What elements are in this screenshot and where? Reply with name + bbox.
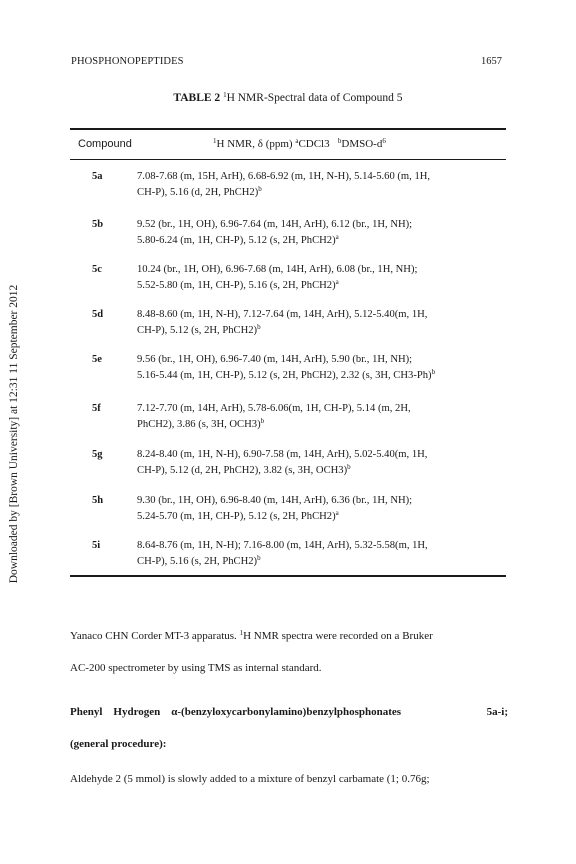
solvent-mark: b	[258, 185, 262, 193]
nmr-line-1: 10.24 (br., 1H, OH), 6.96-7.68 (m, 14H, ArH), 6.08 (br., 1H, NH);	[137, 264, 418, 275]
section-heading-compounds: 5a-i;	[486, 706, 508, 718]
nmr-line-1: 9.30 (br., 1H, OH), 6.96-8.40 (m, 14H, ArH), 6.36 (br., 1H, NH);	[137, 495, 413, 506]
nmr-data	[137, 538, 503, 570]
table-top-rule	[70, 128, 506, 130]
nmr-line-2: 5.52-5.80 (m, 1H, CH-P), 5.16 (s, 2H, PhCH2)	[137, 280, 336, 291]
compound-id: 5b	[92, 219, 104, 230]
paragraph-spectrometer: AC-200 spectrometer by using TMS as internal standard.	[70, 662, 322, 674]
table-caption	[0, 92, 576, 104]
compound-id: 5d	[92, 309, 104, 320]
compound-id: 5a	[92, 171, 103, 182]
table-caption-text: H NMR-Spectral data of Compound 5	[226, 92, 403, 104]
page-number: 1657	[481, 56, 502, 67]
nmr-line-2: 5.24-5.70 (m, 1H, CH-P), 5.12 (s, 2H, PhCH2)	[137, 511, 336, 522]
solvent-mark: b	[257, 554, 261, 562]
solvent-mark: b	[257, 323, 261, 331]
paragraph-apparatus	[70, 628, 508, 644]
download-watermark-text: Downloaded by [Brown University] at 12:31 11 September 2012	[8, 284, 20, 584]
column-header-nmr	[213, 138, 386, 154]
nmr-header-b: b	[337, 137, 342, 145]
nmr-header-cdcl3: CDCl3	[298, 138, 330, 150]
table-header-rule	[70, 159, 506, 160]
nmr-data	[137, 217, 503, 249]
section-subheading: (general procedure):	[70, 738, 167, 750]
compound-id: 5e	[92, 354, 102, 365]
compound-id: 5i	[92, 540, 101, 551]
running-head	[71, 56, 502, 72]
compound-id: 5c	[92, 264, 102, 275]
nmr-data	[137, 352, 503, 384]
section-heading-title: Phenyl Hydrogen α-(benzyloxycarbonylamino)benzylphosphonates	[70, 706, 402, 718]
table-caption-sup: 1	[223, 91, 227, 99]
nmr-data	[137, 493, 503, 525]
solvent-mark: a	[335, 278, 339, 286]
paragraph-apparatus-a: Yanaco CHN Corder MT-3 apparatus.	[70, 630, 237, 642]
nmr-header-dmso-sup: 6	[382, 137, 386, 145]
nmr-line-1: 7.08-7.68 (m, 15H, ArH), 6.68-6.92 (m, 1H, N-H), 5.14-5.60 (m, 1H,	[137, 171, 431, 182]
paragraph-procedure: Aldehyde 2 (5 mmol) is slowly added to a mixture of benzyl carbamate (1; 0.76g;	[70, 773, 430, 785]
nmr-line-2: 5.80-6.24 (m, 1H, CH-P), 5.12 (s, 2H, PhCH2)	[137, 235, 336, 246]
nmr-data	[137, 401, 503, 433]
nmr-line-1: 7.12-7.70 (m, 14H, ArH), 5.78-6.06(m, 1H, CH-P), 5.14 (m, 2H,	[137, 403, 411, 414]
compound-id: 5g	[92, 449, 103, 460]
download-watermark	[4, 254, 24, 614]
nmr-data	[137, 447, 503, 479]
table-caption-label: TABLE 2	[173, 92, 221, 104]
nmr-line-2: PhCH2), 3.86 (s, 3H, OCH3)	[137, 419, 261, 430]
solvent-mark: b	[347, 463, 351, 471]
nmr-line-1: 8.64-8.76 (m, 1H, N-H); 7.16-8.00 (m, 14H, ArH), 5.32-5.58(m, 1H,	[137, 540, 428, 551]
nmr-header-dmso: DMSO-d	[341, 138, 383, 150]
nmr-line-1: 8.24-8.40 (m, 1H, N-H), 6.90-7.58 (m, 14H, ArH), 5.02-5.40(m, 1H,	[137, 449, 428, 460]
solvent-mark: a	[335, 509, 339, 517]
compound-id: 5h	[92, 495, 104, 506]
section-heading	[70, 706, 508, 722]
nmr-line-1: 9.52 (br., 1H, OH), 6.96-7.64 (m, 14H, ArH), 6.12 (br., 1H, NH);	[137, 219, 413, 230]
paragraph-apparatus-b: H NMR spectra were recorded on a Bruker	[243, 630, 433, 642]
nmr-line-2: CH-P), 5.16 (d, 2H, PhCH2)	[137, 187, 259, 198]
solvent-mark: a	[335, 233, 339, 241]
table-bottom-rule	[70, 575, 506, 577]
paragraph-apparatus-sup: 1	[239, 629, 244, 637]
nmr-data	[137, 262, 503, 294]
nmr-line-1: 9.56 (br., 1H, OH), 6.96-7.40 (m, 14H, ArH), 5.90 (br., 1H, NH);	[137, 354, 413, 365]
nmr-data	[137, 307, 503, 339]
nmr-header-main: H NMR, δ (ppm)	[216, 138, 293, 150]
compound-id: 5f	[92, 403, 101, 414]
column-header-compound: Compound	[78, 138, 132, 150]
nmr-line-2: CH-P), 5.12 (d, 2H, PhCH2), 3.82 (s, 3H, OCH3)	[137, 465, 348, 476]
solvent-mark: b	[431, 368, 436, 376]
nmr-header-a: a	[295, 137, 299, 145]
nmr-line-1: 8.48-8.60 (m, 1H, N-H), 7.12-7.64 (m, 14H, ArH), 5.12-5.40(m, 1H,	[137, 309, 428, 320]
nmr-header-sup: 1	[213, 137, 217, 145]
nmr-line-2: CH-P), 5.16 (s, 2H, PhCH2)	[137, 556, 258, 567]
running-head-title: PHOSPHONOPEPTIDES	[71, 56, 184, 67]
solvent-mark: b	[260, 417, 265, 425]
nmr-line-2: 5.16-5.44 (m, 1H, CH-P), 5.12 (s, 2H, PhCH2), 2.32 (s, 3H, CH3-Ph)	[137, 370, 432, 381]
nmr-line-2: CH-P), 5.12 (s, 2H, PhCH2)	[137, 325, 258, 336]
nmr-data	[137, 169, 503, 201]
